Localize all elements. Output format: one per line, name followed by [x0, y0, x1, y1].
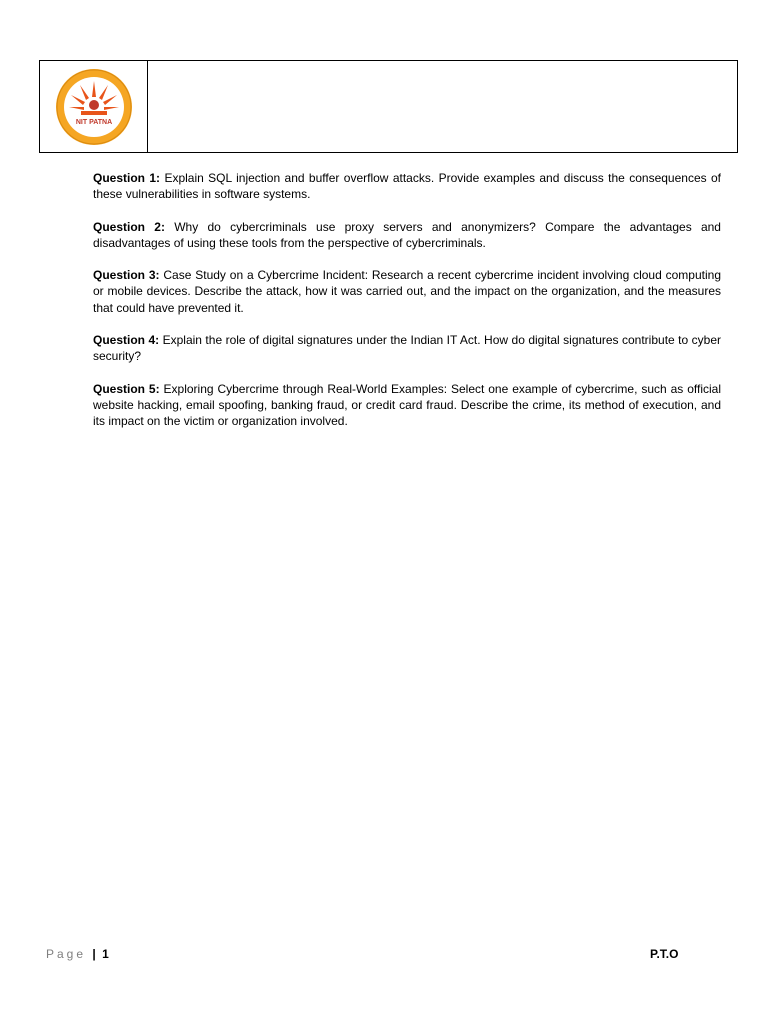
- logo-cell: [40, 61, 148, 152]
- page-number: 1: [102, 947, 109, 961]
- page-word: Page: [46, 947, 87, 961]
- header-table: [39, 60, 738, 153]
- question-text: Explain the role of digital signatures under the Indian IT Act. How do digital signatures contribute to cyber security?: [93, 333, 721, 364]
- question-label: Question 1:: [93, 171, 161, 185]
- question-2: [93, 219, 721, 252]
- pto-label: P.T.O: [650, 947, 679, 961]
- question-label: Question 2:: [93, 219, 165, 234]
- header-title-cell: [148, 61, 737, 152]
- page-separator: |: [92, 947, 96, 961]
- question-label: Question 4:: [93, 333, 160, 348]
- question-label: Question 3:: [93, 268, 160, 283]
- nit-patna-logo-icon: [54, 67, 134, 147]
- question-label: Question 5:: [93, 381, 160, 396]
- question-text: Why do cybercriminals use proxy servers and anonymizers? Compare the advantages and disadvantages of using these tools from the perspective of cybercriminals.: [93, 219, 721, 250]
- question-text: Explain SQL injection and buffer overflow attacks. Provide examples and discuss the consequences of these vulnerabilities in software systems.: [93, 171, 722, 202]
- logo-name-text: NIT PATNA: [75, 118, 112, 126]
- question-text: Case Study on a Cybercrime Incident: Research a recent cybercrime incident involving cloud computing or mobile devices. Describe the attack, how it was carried out, and the impact on the organization, and the measures that could have prevented it.: [93, 268, 721, 315]
- question-3: [93, 267, 721, 316]
- question-5: [93, 381, 721, 430]
- question-4: [93, 332, 721, 365]
- page-footer: [46, 947, 109, 961]
- questions-list: [93, 170, 721, 446]
- question-text: Exploring Cybercrime through Real-World Examples: Select one example of cybercrime, such as official website hacking, email spoofing, banking fraud, or credit card fraud. Describe the crime, its method of execution, and its impact on the victim or organization involved.: [93, 381, 721, 429]
- question-1: [93, 170, 721, 203]
